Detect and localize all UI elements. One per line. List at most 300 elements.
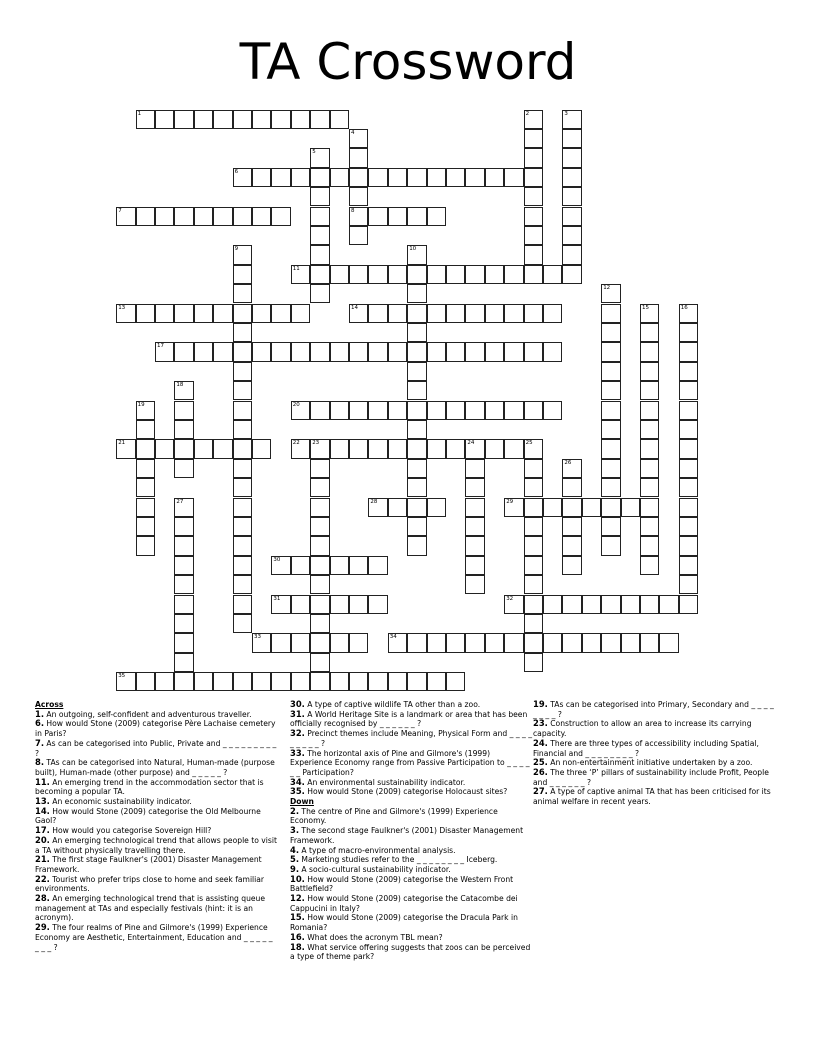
grid-cell[interactable] (640, 439, 659, 458)
grid-cell[interactable] (407, 517, 426, 536)
grid-cell[interactable] (252, 168, 271, 187)
grid-cell[interactable] (213, 110, 232, 129)
grid-cell[interactable] (524, 148, 543, 167)
grid-cell[interactable] (349, 556, 368, 575)
grid-cell[interactable] (427, 304, 446, 323)
grid-cell[interactable] (291, 672, 310, 691)
grid-cell[interactable] (155, 672, 174, 691)
grid-cell[interactable] (601, 595, 620, 614)
grid-cell[interactable] (679, 420, 698, 439)
grid-cell[interactable] (271, 168, 290, 187)
grid-cell[interactable] (640, 517, 659, 536)
grid-cell[interactable] (213, 342, 232, 361)
grid-cell[interactable] (485, 304, 504, 323)
grid-cell[interactable] (562, 110, 581, 129)
grid-cell[interactable] (349, 342, 368, 361)
grid-cell[interactable] (155, 439, 174, 458)
grid-cell[interactable] (174, 459, 193, 478)
grid-cell[interactable] (310, 498, 329, 517)
grid-cell[interactable] (349, 207, 368, 226)
grid-cell[interactable] (465, 575, 484, 594)
grid-cell[interactable] (485, 168, 504, 187)
grid-cell[interactable] (213, 207, 232, 226)
grid-cell[interactable] (194, 439, 213, 458)
grid-cell[interactable] (252, 633, 271, 652)
grid-cell[interactable] (504, 401, 523, 420)
grid-cell[interactable] (310, 459, 329, 478)
grid-cell[interactable] (233, 536, 252, 555)
grid-cell[interactable] (465, 439, 484, 458)
grid-cell[interactable] (562, 207, 581, 226)
grid-cell[interactable] (213, 439, 232, 458)
grid-cell[interactable] (465, 498, 484, 517)
grid-cell[interactable] (621, 633, 640, 652)
grid-cell[interactable] (194, 304, 213, 323)
grid-cell[interactable] (233, 323, 252, 342)
grid-cell[interactable] (310, 265, 329, 284)
grid-cell[interactable] (465, 633, 484, 652)
grid-cell[interactable] (524, 517, 543, 536)
grid-cell[interactable] (659, 595, 678, 614)
grid-cell[interactable] (562, 556, 581, 575)
grid-cell[interactable] (427, 265, 446, 284)
grid-cell[interactable] (291, 401, 310, 420)
grid-cell[interactable] (446, 439, 465, 458)
grid-cell[interactable] (407, 323, 426, 342)
grid-cell[interactable] (427, 439, 446, 458)
grid-cell[interactable] (233, 478, 252, 497)
grid-cell[interactable] (446, 342, 465, 361)
grid-cell[interactable] (310, 653, 329, 672)
grid-cell[interactable] (349, 168, 368, 187)
grid-cell[interactable] (640, 459, 659, 478)
grid-cell[interactable] (601, 323, 620, 342)
grid-cell[interactable] (233, 614, 252, 633)
grid-cell[interactable] (562, 633, 581, 652)
grid-cell[interactable] (349, 226, 368, 245)
grid-cell[interactable] (233, 284, 252, 303)
grid-cell[interactable] (388, 265, 407, 284)
grid-cell[interactable] (252, 304, 271, 323)
grid-cell[interactable] (291, 439, 310, 458)
grid-cell[interactable] (155, 304, 174, 323)
grid-cell[interactable] (330, 556, 349, 575)
grid-cell[interactable] (388, 207, 407, 226)
grid-cell[interactable] (310, 245, 329, 264)
grid-cell[interactable] (679, 342, 698, 361)
grid-cell[interactable] (330, 110, 349, 129)
grid-cell[interactable] (174, 304, 193, 323)
grid-cell[interactable] (368, 168, 387, 187)
grid-cell[interactable] (291, 633, 310, 652)
grid-cell[interactable] (621, 595, 640, 614)
grid-cell[interactable] (679, 595, 698, 614)
grid-cell[interactable] (155, 110, 174, 129)
grid-cell[interactable] (543, 401, 562, 420)
grid-cell[interactable] (252, 342, 271, 361)
grid-cell[interactable] (368, 595, 387, 614)
grid-cell[interactable] (407, 304, 426, 323)
grid-cell[interactable] (310, 110, 329, 129)
grid-cell[interactable] (349, 304, 368, 323)
grid-cell[interactable] (155, 207, 174, 226)
grid-cell[interactable] (465, 536, 484, 555)
grid-cell[interactable] (640, 323, 659, 342)
grid-cell[interactable] (349, 265, 368, 284)
grid-cell[interactable] (562, 478, 581, 497)
grid-cell[interactable] (524, 304, 543, 323)
grid-cell[interactable] (543, 633, 562, 652)
grid-cell[interactable] (388, 342, 407, 361)
grid-cell[interactable] (233, 459, 252, 478)
grid-cell[interactable] (601, 536, 620, 555)
grid-cell[interactable] (485, 401, 504, 420)
grid-cell[interactable] (349, 401, 368, 420)
grid-cell[interactable] (310, 226, 329, 245)
grid-cell[interactable] (679, 575, 698, 594)
grid-cell[interactable] (233, 517, 252, 536)
grid-cell[interactable] (233, 401, 252, 420)
grid-cell[interactable] (194, 672, 213, 691)
grid-cell[interactable] (310, 168, 329, 187)
grid-cell[interactable] (136, 672, 155, 691)
grid-cell[interactable] (310, 342, 329, 361)
grid-cell[interactable] (640, 633, 659, 652)
grid-cell[interactable] (136, 439, 155, 458)
grid-cell[interactable] (601, 633, 620, 652)
grid-cell[interactable] (116, 439, 135, 458)
grid-cell[interactable] (465, 556, 484, 575)
grid-cell[interactable] (291, 556, 310, 575)
grid-cell[interactable] (233, 245, 252, 264)
grid-cell[interactable] (310, 207, 329, 226)
grid-cell[interactable] (388, 168, 407, 187)
grid-cell[interactable] (136, 207, 155, 226)
grid-cell[interactable] (136, 459, 155, 478)
grid-cell[interactable] (407, 284, 426, 303)
grid-cell[interactable] (504, 265, 523, 284)
grid-cell[interactable] (601, 342, 620, 361)
grid-cell[interactable] (174, 498, 193, 517)
grid-cell[interactable] (562, 517, 581, 536)
grid-cell[interactable] (174, 207, 193, 226)
grid-cell[interactable] (233, 304, 252, 323)
grid-cell[interactable] (407, 672, 426, 691)
grid-cell[interactable] (174, 556, 193, 575)
grid-cell[interactable] (446, 401, 465, 420)
grid-cell[interactable] (601, 401, 620, 420)
grid-cell[interactable] (368, 556, 387, 575)
grid-cell[interactable] (271, 207, 290, 226)
grid-cell[interactable] (679, 536, 698, 555)
grid-cell[interactable] (562, 245, 581, 264)
grid-cell[interactable] (504, 595, 523, 614)
grid-cell[interactable] (640, 536, 659, 555)
grid-cell[interactable] (524, 595, 543, 614)
grid-cell[interactable] (368, 304, 387, 323)
grid-cell[interactable] (330, 168, 349, 187)
grid-cell[interactable] (524, 536, 543, 555)
grid-cell[interactable] (524, 478, 543, 497)
grid-cell[interactable] (291, 342, 310, 361)
grid-cell[interactable] (136, 536, 155, 555)
grid-cell[interactable] (562, 459, 581, 478)
grid-cell[interactable] (407, 168, 426, 187)
grid-cell[interactable] (524, 556, 543, 575)
grid-cell[interactable] (524, 633, 543, 652)
grid-cell[interactable] (524, 575, 543, 594)
grid-cell[interactable] (233, 265, 252, 284)
grid-cell[interactable] (174, 672, 193, 691)
grid-cell[interactable] (601, 381, 620, 400)
grid-cell[interactable] (524, 129, 543, 148)
grid-cell[interactable] (485, 265, 504, 284)
grid-cell[interactable] (310, 614, 329, 633)
grid-cell[interactable] (291, 595, 310, 614)
grid-cell[interactable] (601, 420, 620, 439)
grid-cell[interactable] (407, 265, 426, 284)
grid-cell[interactable] (388, 633, 407, 652)
grid-cell[interactable] (349, 595, 368, 614)
grid-cell[interactable] (252, 110, 271, 129)
grid-cell[interactable] (640, 478, 659, 497)
grid-cell[interactable] (427, 168, 446, 187)
grid-cell[interactable] (136, 498, 155, 517)
grid-cell[interactable] (582, 633, 601, 652)
grid-cell[interactable] (213, 672, 232, 691)
grid-cell[interactable] (679, 401, 698, 420)
grid-cell[interactable] (524, 207, 543, 226)
grid-cell[interactable] (446, 304, 465, 323)
grid-cell[interactable] (543, 498, 562, 517)
grid-cell[interactable] (407, 420, 426, 439)
grid-cell[interactable] (601, 478, 620, 497)
grid-cell[interactable] (601, 459, 620, 478)
grid-cell[interactable] (233, 498, 252, 517)
grid-cell[interactable] (524, 401, 543, 420)
grid-cell[interactable] (679, 381, 698, 400)
grid-cell[interactable] (524, 168, 543, 187)
grid-cell[interactable] (310, 284, 329, 303)
grid-cell[interactable] (368, 672, 387, 691)
grid-cell[interactable] (524, 439, 543, 458)
grid-cell[interactable] (349, 129, 368, 148)
grid-cell[interactable] (524, 459, 543, 478)
grid-cell[interactable] (504, 439, 523, 458)
grid-cell[interactable] (465, 342, 484, 361)
grid-cell[interactable] (407, 207, 426, 226)
grid-cell[interactable] (233, 672, 252, 691)
grid-cell[interactable] (601, 517, 620, 536)
grid-cell[interactable] (310, 187, 329, 206)
grid-cell[interactable] (194, 110, 213, 129)
grid-cell[interactable] (407, 245, 426, 264)
grid-cell[interactable] (640, 595, 659, 614)
grid-cell[interactable] (271, 672, 290, 691)
grid-cell[interactable] (136, 517, 155, 536)
grid-cell[interactable] (174, 653, 193, 672)
grid-cell[interactable] (621, 498, 640, 517)
grid-cell[interactable] (543, 265, 562, 284)
grid-cell[interactable] (368, 498, 387, 517)
grid-cell[interactable] (465, 459, 484, 478)
grid-cell[interactable] (562, 498, 581, 517)
grid-cell[interactable] (562, 595, 581, 614)
grid-cell[interactable] (174, 575, 193, 594)
grid-cell[interactable] (271, 633, 290, 652)
grid-cell[interactable] (174, 401, 193, 420)
grid-cell[interactable] (562, 187, 581, 206)
grid-cell[interactable] (524, 265, 543, 284)
grid-cell[interactable] (174, 381, 193, 400)
grid-cell[interactable] (233, 362, 252, 381)
grid-cell[interactable] (174, 595, 193, 614)
grid-cell[interactable] (349, 148, 368, 167)
grid-cell[interactable] (330, 439, 349, 458)
grid-cell[interactable] (349, 439, 368, 458)
grid-cell[interactable] (640, 381, 659, 400)
grid-cell[interactable] (252, 672, 271, 691)
grid-cell[interactable] (407, 342, 426, 361)
grid-cell[interactable] (562, 265, 581, 284)
grid-cell[interactable] (485, 342, 504, 361)
grid-cell[interactable] (291, 110, 310, 129)
grid-cell[interactable] (427, 401, 446, 420)
grid-cell[interactable] (504, 168, 523, 187)
grid-cell[interactable] (368, 401, 387, 420)
grid-cell[interactable] (291, 265, 310, 284)
grid-cell[interactable] (524, 187, 543, 206)
grid-cell[interactable] (310, 148, 329, 167)
grid-cell[interactable] (330, 265, 349, 284)
grid-cell[interactable] (349, 633, 368, 652)
grid-cell[interactable] (233, 595, 252, 614)
grid-cell[interactable] (465, 168, 484, 187)
grid-cell[interactable] (136, 420, 155, 439)
grid-cell[interactable] (330, 672, 349, 691)
grid-cell[interactable] (233, 575, 252, 594)
grid-cell[interactable] (524, 498, 543, 517)
grid-cell[interactable] (465, 401, 484, 420)
grid-cell[interactable] (330, 342, 349, 361)
grid-cell[interactable] (427, 207, 446, 226)
grid-cell[interactable] (155, 342, 174, 361)
grid-cell[interactable] (310, 556, 329, 575)
grid-cell[interactable] (271, 342, 290, 361)
grid-cell[interactable] (562, 226, 581, 245)
grid-cell[interactable] (407, 362, 426, 381)
grid-cell[interactable] (427, 342, 446, 361)
grid-cell[interactable] (679, 478, 698, 497)
grid-cell[interactable] (368, 207, 387, 226)
grid-cell[interactable] (640, 342, 659, 361)
grid-cell[interactable] (562, 148, 581, 167)
grid-cell[interactable] (524, 614, 543, 633)
grid-cell[interactable] (679, 323, 698, 342)
grid-cell[interactable] (174, 420, 193, 439)
grid-cell[interactable] (310, 439, 329, 458)
grid-cell[interactable] (504, 342, 523, 361)
grid-cell[interactable] (136, 401, 155, 420)
grid-cell[interactable] (388, 401, 407, 420)
grid-cell[interactable] (388, 498, 407, 517)
grid-cell[interactable] (388, 304, 407, 323)
grid-cell[interactable] (388, 439, 407, 458)
grid-cell[interactable] (407, 381, 426, 400)
grid-cell[interactable] (330, 633, 349, 652)
grid-cell[interactable] (427, 633, 446, 652)
grid-cell[interactable] (427, 498, 446, 517)
grid-cell[interactable] (136, 304, 155, 323)
grid-cell[interactable] (368, 342, 387, 361)
grid-cell[interactable] (136, 478, 155, 497)
grid-cell[interactable] (562, 536, 581, 555)
grid-cell[interactable] (330, 595, 349, 614)
grid-cell[interactable] (485, 439, 504, 458)
grid-cell[interactable] (524, 245, 543, 264)
grid-cell[interactable] (349, 672, 368, 691)
grid-cell[interactable] (310, 633, 329, 652)
grid-cell[interactable] (485, 633, 504, 652)
grid-cell[interactable] (601, 362, 620, 381)
grid-cell[interactable] (194, 207, 213, 226)
grid-cell[interactable] (233, 439, 252, 458)
grid-cell[interactable] (465, 517, 484, 536)
grid-cell[interactable] (310, 401, 329, 420)
grid-cell[interactable] (465, 478, 484, 497)
grid-cell[interactable] (116, 207, 135, 226)
grid-cell[interactable] (679, 362, 698, 381)
grid-cell[interactable] (446, 168, 465, 187)
grid-cell[interactable] (310, 595, 329, 614)
grid-cell[interactable] (524, 226, 543, 245)
grid-cell[interactable] (640, 304, 659, 323)
grid-cell[interactable] (407, 633, 426, 652)
grid-cell[interactable] (640, 362, 659, 381)
grid-cell[interactable] (174, 517, 193, 536)
grid-cell[interactable] (271, 304, 290, 323)
grid-cell[interactable] (310, 575, 329, 594)
grid-cell[interactable] (562, 168, 581, 187)
grid-cell[interactable] (388, 672, 407, 691)
grid-cell[interactable] (252, 439, 271, 458)
grid-cell[interactable] (291, 304, 310, 323)
grid-cell[interactable] (407, 478, 426, 497)
grid-cell[interactable] (543, 595, 562, 614)
grid-cell[interactable] (640, 401, 659, 420)
grid-cell[interactable] (582, 595, 601, 614)
grid-cell[interactable] (233, 110, 252, 129)
grid-cell[interactable] (233, 207, 252, 226)
grid-cell[interactable] (407, 498, 426, 517)
grid-cell[interactable] (601, 284, 620, 303)
grid-cell[interactable] (407, 401, 426, 420)
grid-cell[interactable] (136, 110, 155, 129)
grid-cell[interactable] (465, 265, 484, 284)
grid-cell[interactable] (233, 381, 252, 400)
grid-cell[interactable] (504, 498, 523, 517)
grid-cell[interactable] (407, 459, 426, 478)
grid-cell[interactable] (116, 672, 135, 691)
grid-cell[interactable] (330, 401, 349, 420)
grid-cell[interactable] (679, 498, 698, 517)
grid-cell[interactable] (174, 536, 193, 555)
grid-cell[interactable] (174, 439, 193, 458)
grid-cell[interactable] (349, 187, 368, 206)
grid-cell[interactable] (582, 498, 601, 517)
grid-cell[interactable] (291, 168, 310, 187)
grid-cell[interactable] (368, 439, 387, 458)
